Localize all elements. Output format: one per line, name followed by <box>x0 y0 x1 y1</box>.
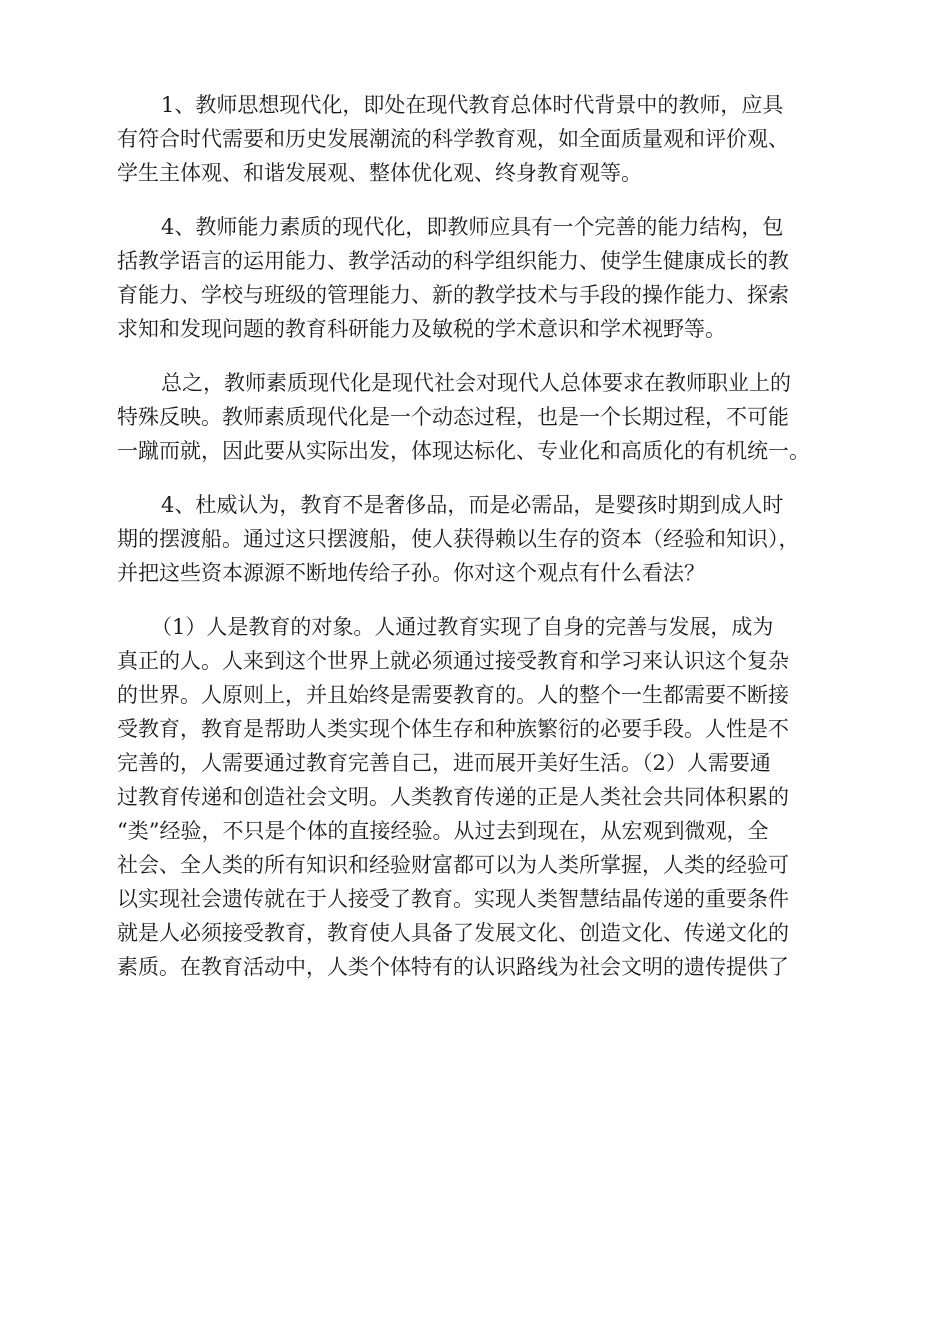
paragraph-line: 括教学语言的运用能力、教学活动的科学组织能力、使学生健康成长的教 <box>117 249 789 273</box>
paragraph-teacher-thought-modernization <box>117 88 837 190</box>
document-body <box>117 88 837 1004</box>
paragraph-line: 有符合时代需要和历史发展潮流的科学教育观，如全面质量观和评价观、 <box>117 127 789 151</box>
paragraph-line: 受教育，教育是帮助人类实现个体生存和种族繁衍的必要手段。人性是不 <box>117 717 789 741</box>
paragraph-line: 4、杜威认为，教育不是奢侈品，而是必需品，是婴孩时期到成人时 <box>161 493 784 517</box>
paragraph-line: 特殊反映。教师素质现代化是一个动态过程，也是一个长期过程，不可能 <box>117 405 789 429</box>
paragraph-line: 期的摆渡船。通过这只摆渡船，使人获得赖以生存的资本（经验和知识）， <box>117 527 800 551</box>
paragraph-dewey-question <box>117 488 837 590</box>
paragraph-line: 学生主体观、和谐发展观、整体优化观、终身教育观等。 <box>117 161 642 185</box>
paragraph-line: 的世界。人原则上，并且始终是需要教育的。人的整个一生都需要不断接 <box>117 683 789 707</box>
paragraph-line: 并把这些资本源源不断地传给子孙。你对这个观点有什么看法？ <box>117 561 705 585</box>
paragraph-line: 社会、全人类的所有知识和经验财富都可以为人类所掌握，人类的经验可 <box>117 853 789 877</box>
paragraph-line: 总之，教师素质现代化是现代社会对现代人总体要求在教师职业上的 <box>161 371 791 395</box>
paragraph-answer <box>117 610 837 984</box>
paragraph-line: 过教育传递和创造社会文明。人类教育传递的正是人类社会共同体积累的 <box>117 785 789 809</box>
paragraph-line: 素质。在教育活动中，人类个体特有的认识路线为社会文明的遗传提供了 <box>117 955 789 979</box>
paragraph-line: 4、教师能力素质的现代化，即教师应具有一个完善的能力结构，包 <box>161 215 784 239</box>
paragraph-line: 以实现社会遗传就在于人接受了教育。实现人类智慧结晶传递的重要条件 <box>117 887 789 911</box>
paragraph-line: （1）人是教育的对象。人通过教育实现了自身的完善与发展，成为 <box>151 615 774 639</box>
paragraph-teacher-ability-modernization <box>117 210 837 346</box>
paragraph-line: 就是人必须接受教育，教育使人具备了发展文化、创造文化、传递文化的 <box>117 921 789 945</box>
paragraph-line: “类”经验，不只是个体的直接经验。从过去到现在，从宏观到微观，全 <box>117 819 769 843</box>
paragraph-line: 求知和发现问题的教育科研能力及敏税的学术意识和学术视野等。 <box>117 317 726 341</box>
paragraph-line: 育能力、学校与班级的管理能力、新的教学技术与手段的操作能力、探索 <box>117 283 789 307</box>
paragraph-summary <box>117 366 837 468</box>
paragraph-line: 真正的人。人来到这个世界上就必须通过接受教育和学习来认识这个复杂 <box>117 649 789 673</box>
paragraph-line: 完善的，人需要通过教育完善自己，进而展开美好生活。（2）人需要通 <box>117 751 771 775</box>
paragraph-line: 1、教师思想现代化，即处在现代教育总体时代背景中的教师，应具 <box>161 93 784 117</box>
paragraph-line: 一蹴而就，因此要从实际出发，体现达标化、专业化和高质化的有机统一。 <box>117 439 810 463</box>
